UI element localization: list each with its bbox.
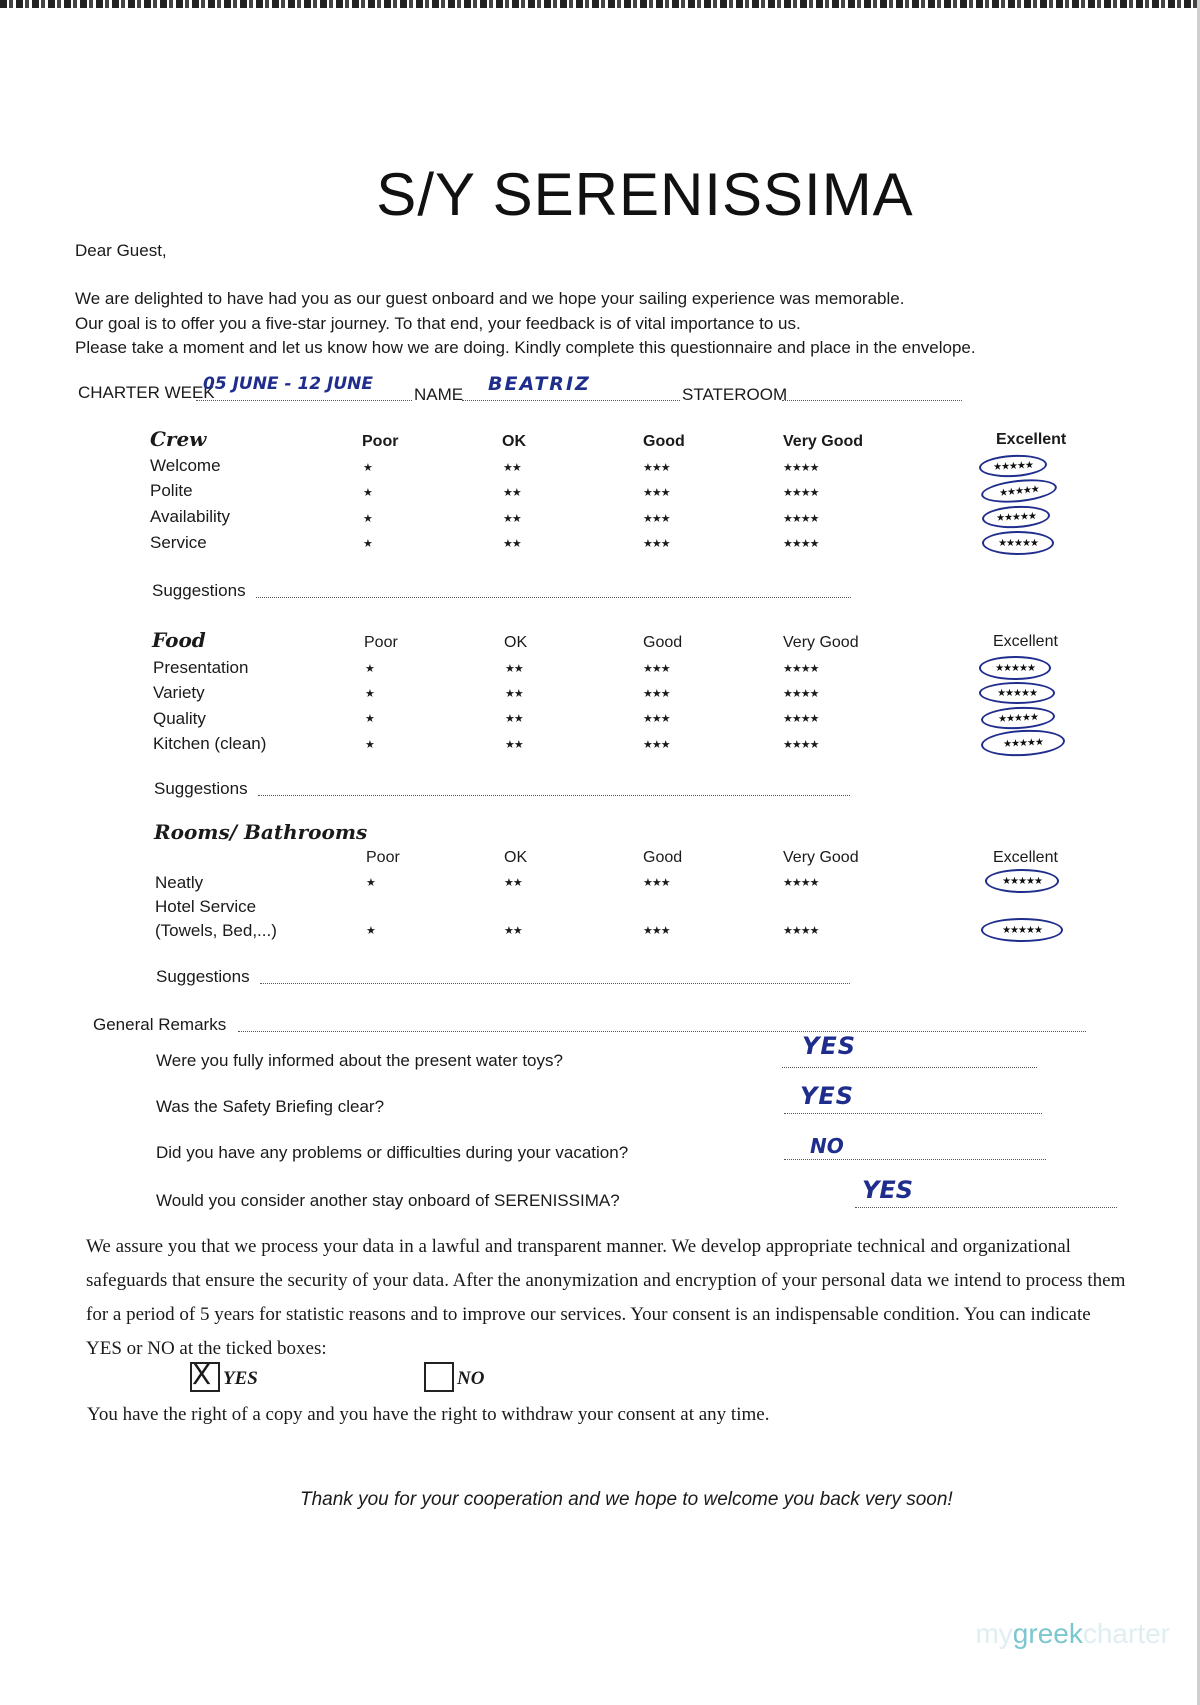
privacy-line-1: We assure you that we process your data in a lawful and transparent manner. We develop appropriate technical and organizational xyxy=(86,1236,1071,1257)
food-variety-good[interactable]: ★★★ xyxy=(643,688,670,700)
food-quality-excellent-circled[interactable]: ★★★★★ xyxy=(980,705,1055,731)
crew-polite-good[interactable]: ★★★ xyxy=(643,487,670,499)
crew-welcome-ok[interactable]: ★★ xyxy=(503,462,521,474)
intro-line-2: Our goal is to offer you a five-star journey. To that end, your feedback is of vital importance to us. xyxy=(75,314,801,333)
charter-week-value[interactable]: 05 JUNE - 12 JUNE xyxy=(203,374,373,394)
rooms-col-poor: Poor xyxy=(366,849,400,866)
crew-col-excellent: Excellent xyxy=(996,431,1067,448)
food-variety-poor[interactable]: ★ xyxy=(365,688,374,700)
food-variety-excellent-circled[interactable]: ★★★★★ xyxy=(979,682,1055,704)
food-col-excellent: Excellent xyxy=(993,633,1058,650)
food-variety-ok[interactable]: ★★ xyxy=(505,688,523,700)
food-row-kitchen: Kitchen (clean) xyxy=(153,734,267,753)
rooms-neatly-good[interactable]: ★★★ xyxy=(643,877,670,889)
charter-week-label: CHARTER WEEK xyxy=(78,383,215,402)
food-presentation-poor[interactable]: ★ xyxy=(365,663,374,675)
crew-row-availability: Availability xyxy=(150,507,231,526)
food-kitchen-poor[interactable]: ★ xyxy=(365,739,374,751)
consent-yes-mark: X xyxy=(192,1358,212,1391)
food-presentation-good[interactable]: ★★★ xyxy=(643,663,670,675)
crew-welcome-very-good[interactable]: ★★★★ xyxy=(783,462,819,474)
food-suggestions-line[interactable] xyxy=(258,795,850,796)
crew-welcome-poor[interactable]: ★ xyxy=(363,462,372,474)
rooms-suggestions-label: Suggestions xyxy=(156,967,250,986)
watermark: mygreekcharter xyxy=(975,1618,1170,1649)
crew-row-polite: Polite xyxy=(150,481,193,500)
crew-availability-very-good[interactable]: ★★★★ xyxy=(783,513,819,525)
food-quality-good[interactable]: ★★★ xyxy=(643,713,670,725)
crew-service-very-good[interactable]: ★★★★ xyxy=(783,538,819,550)
rooms-neatly-very-good[interactable]: ★★★★ xyxy=(783,877,819,889)
rooms-hotel-service-very-good[interactable]: ★★★★ xyxy=(783,925,819,937)
crew-col-poor: Poor xyxy=(362,433,399,450)
crew-polite-very-good[interactable]: ★★★★ xyxy=(783,487,819,499)
crew-row-welcome: Welcome xyxy=(150,456,221,475)
food-section-title: Food xyxy=(152,628,206,652)
rooms-col-ok: OK xyxy=(504,849,528,866)
intro-line-1: We are delighted to have had you as our guest onboard and we hope your sailing experience was memorable. xyxy=(75,289,905,308)
crew-polite-ok[interactable]: ★★ xyxy=(503,487,521,499)
page-title: S/Y SERENISSIMA xyxy=(376,161,914,228)
privacy-line-2: safeguards that ensure the security of your data. After the anonymization and encryption of your personal data we intend to process them xyxy=(86,1270,1126,1291)
food-presentation-ok[interactable]: ★★ xyxy=(505,663,523,675)
food-quality-ok[interactable]: ★★ xyxy=(505,713,523,725)
answer-line-safety-briefing xyxy=(784,1113,1042,1114)
food-row-quality: Quality xyxy=(153,709,206,728)
scan-top-border xyxy=(0,0,1200,8)
food-quality-poor[interactable]: ★ xyxy=(365,713,374,725)
crew-suggestions-line[interactable] xyxy=(256,597,851,598)
rooms-section-title: Rooms/ Bathrooms xyxy=(154,820,368,844)
crew-col-ok: OK xyxy=(502,433,526,450)
food-presentation-excellent-circled[interactable]: ★★★★★ xyxy=(979,656,1051,680)
rooms-suggestions-line[interactable] xyxy=(260,983,850,984)
food-kitchen-good[interactable]: ★★★ xyxy=(643,739,670,751)
food-row-variety: Variety xyxy=(153,683,205,702)
rooms-hotel-service-poor[interactable]: ★ xyxy=(366,925,375,937)
stateroom-line[interactable] xyxy=(782,400,962,401)
answer-another-stay[interactable]: YES xyxy=(862,1176,914,1204)
rooms-hotel-service-ok[interactable]: ★★ xyxy=(504,925,522,937)
intro-line-3: Please take a moment and let us know how we are doing. Kindly complete this questionnaire and place in the envelope. xyxy=(75,338,976,357)
crew-suggestions-label: Suggestions xyxy=(152,581,246,600)
rooms-hotel-service-excellent-circled[interactable]: ★★★★★ xyxy=(981,918,1063,942)
food-presentation-very-good[interactable]: ★★★★ xyxy=(783,663,819,675)
food-quality-very-good[interactable]: ★★★★ xyxy=(783,713,819,725)
food-suggestions-label: Suggestions xyxy=(154,779,248,798)
general-remarks-line[interactable] xyxy=(238,1031,1086,1032)
rooms-neatly-ok[interactable]: ★★ xyxy=(504,877,522,889)
crew-section-title: Crew xyxy=(150,427,207,451)
answer-safety-briefing[interactable]: YES xyxy=(800,1082,855,1110)
crew-availability-good[interactable]: ★★★ xyxy=(643,513,670,525)
crew-availability-ok[interactable]: ★★ xyxy=(503,513,521,525)
name-line xyxy=(462,400,680,401)
question-safety-briefing: Was the Safety Briefing clear? xyxy=(156,1097,385,1116)
crew-availability-excellent-circled[interactable]: ★★★★★ xyxy=(981,504,1050,530)
food-col-good: Good xyxy=(643,634,683,651)
food-kitchen-very-good[interactable]: ★★★★ xyxy=(783,739,819,751)
rooms-row-towels-bed: (Towels, Bed,...) xyxy=(155,921,277,940)
crew-polite-excellent-circled[interactable]: ★★★★★ xyxy=(980,476,1058,506)
greeting: Dear Guest, xyxy=(75,241,167,260)
charter-week-line xyxy=(196,400,412,401)
rooms-row-neatly: Neatly xyxy=(155,873,204,892)
question-water-toys: Were you fully informed about the present water toys? xyxy=(156,1051,563,1070)
general-remarks-label: General Remarks xyxy=(93,1015,227,1034)
food-row-presentation: Presentation xyxy=(153,658,249,677)
food-col-ok: OK xyxy=(504,634,528,651)
consent-no-label: NO xyxy=(457,1368,485,1389)
crew-service-good[interactable]: ★★★ xyxy=(643,538,670,550)
rooms-col-very-good: Very Good xyxy=(783,849,859,866)
privacy-line-3: for a period of 5 years for statistic reasons and to improve our services. Your consent is an indispensable condition. You can indicate xyxy=(86,1304,1091,1325)
rooms-col-good: Good xyxy=(643,849,683,866)
consent-no-checkbox[interactable] xyxy=(424,1362,454,1392)
answer-water-toys[interactable]: YES xyxy=(802,1032,857,1060)
stateroom-label: STATEROOM xyxy=(682,385,788,404)
name-label: NAME xyxy=(414,385,464,404)
rooms-neatly-poor[interactable]: ★ xyxy=(366,877,375,889)
rooms-hotel-service-good[interactable]: ★★★ xyxy=(643,925,670,937)
crew-service-excellent-circled[interactable]: ★★★★★ xyxy=(982,531,1054,555)
answer-problems[interactable]: NO xyxy=(810,1134,844,1158)
answer-line-problems xyxy=(784,1159,1046,1160)
answer-line-water-toys xyxy=(782,1067,1037,1068)
rooms-row-hotel-service: Hotel Service xyxy=(155,897,257,916)
consent-yes-label: YES xyxy=(223,1368,258,1389)
crew-welcome-good[interactable]: ★★★ xyxy=(643,462,670,474)
question-another-stay: Would you consider another stay onboard of SERENISSIMA? xyxy=(156,1191,620,1210)
closing-message: Thank you for your cooperation and we hope to welcome you back very soon! xyxy=(300,1489,953,1510)
crew-availability-poor[interactable]: ★ xyxy=(363,513,372,525)
food-kitchen-ok[interactable]: ★★ xyxy=(505,739,523,751)
name-value[interactable]: BEATRIZ xyxy=(488,373,591,395)
crew-welcome-excellent-circled[interactable]: ★★★★★ xyxy=(978,453,1047,479)
food-col-poor: Poor xyxy=(364,634,398,651)
rooms-neatly-excellent-circled[interactable]: ★★★★★ xyxy=(985,869,1059,893)
privacy-line-4: YES or NO at the ticked boxes: xyxy=(86,1338,327,1359)
crew-col-very-good: Very Good xyxy=(783,433,864,450)
answer-line-another-stay xyxy=(855,1207,1117,1208)
crew-col-good: Good xyxy=(643,433,685,450)
food-kitchen-excellent-circled[interactable]: ★★★★★ xyxy=(980,728,1065,758)
crew-service-poor[interactable]: ★ xyxy=(363,538,372,550)
rooms-col-excellent: Excellent xyxy=(993,849,1058,866)
food-col-very-good: Very Good xyxy=(783,634,859,651)
crew-polite-poor[interactable]: ★ xyxy=(363,487,372,499)
question-problems: Did you have any problems or difficulties during your vacation? xyxy=(156,1143,629,1162)
withdraw-note: You have the right of a copy and you have the right to withdraw your consent at any time. xyxy=(87,1404,770,1425)
crew-service-ok[interactable]: ★★ xyxy=(503,538,521,550)
crew-row-service: Service xyxy=(150,533,207,552)
food-variety-very-good[interactable]: ★★★★ xyxy=(783,688,819,700)
